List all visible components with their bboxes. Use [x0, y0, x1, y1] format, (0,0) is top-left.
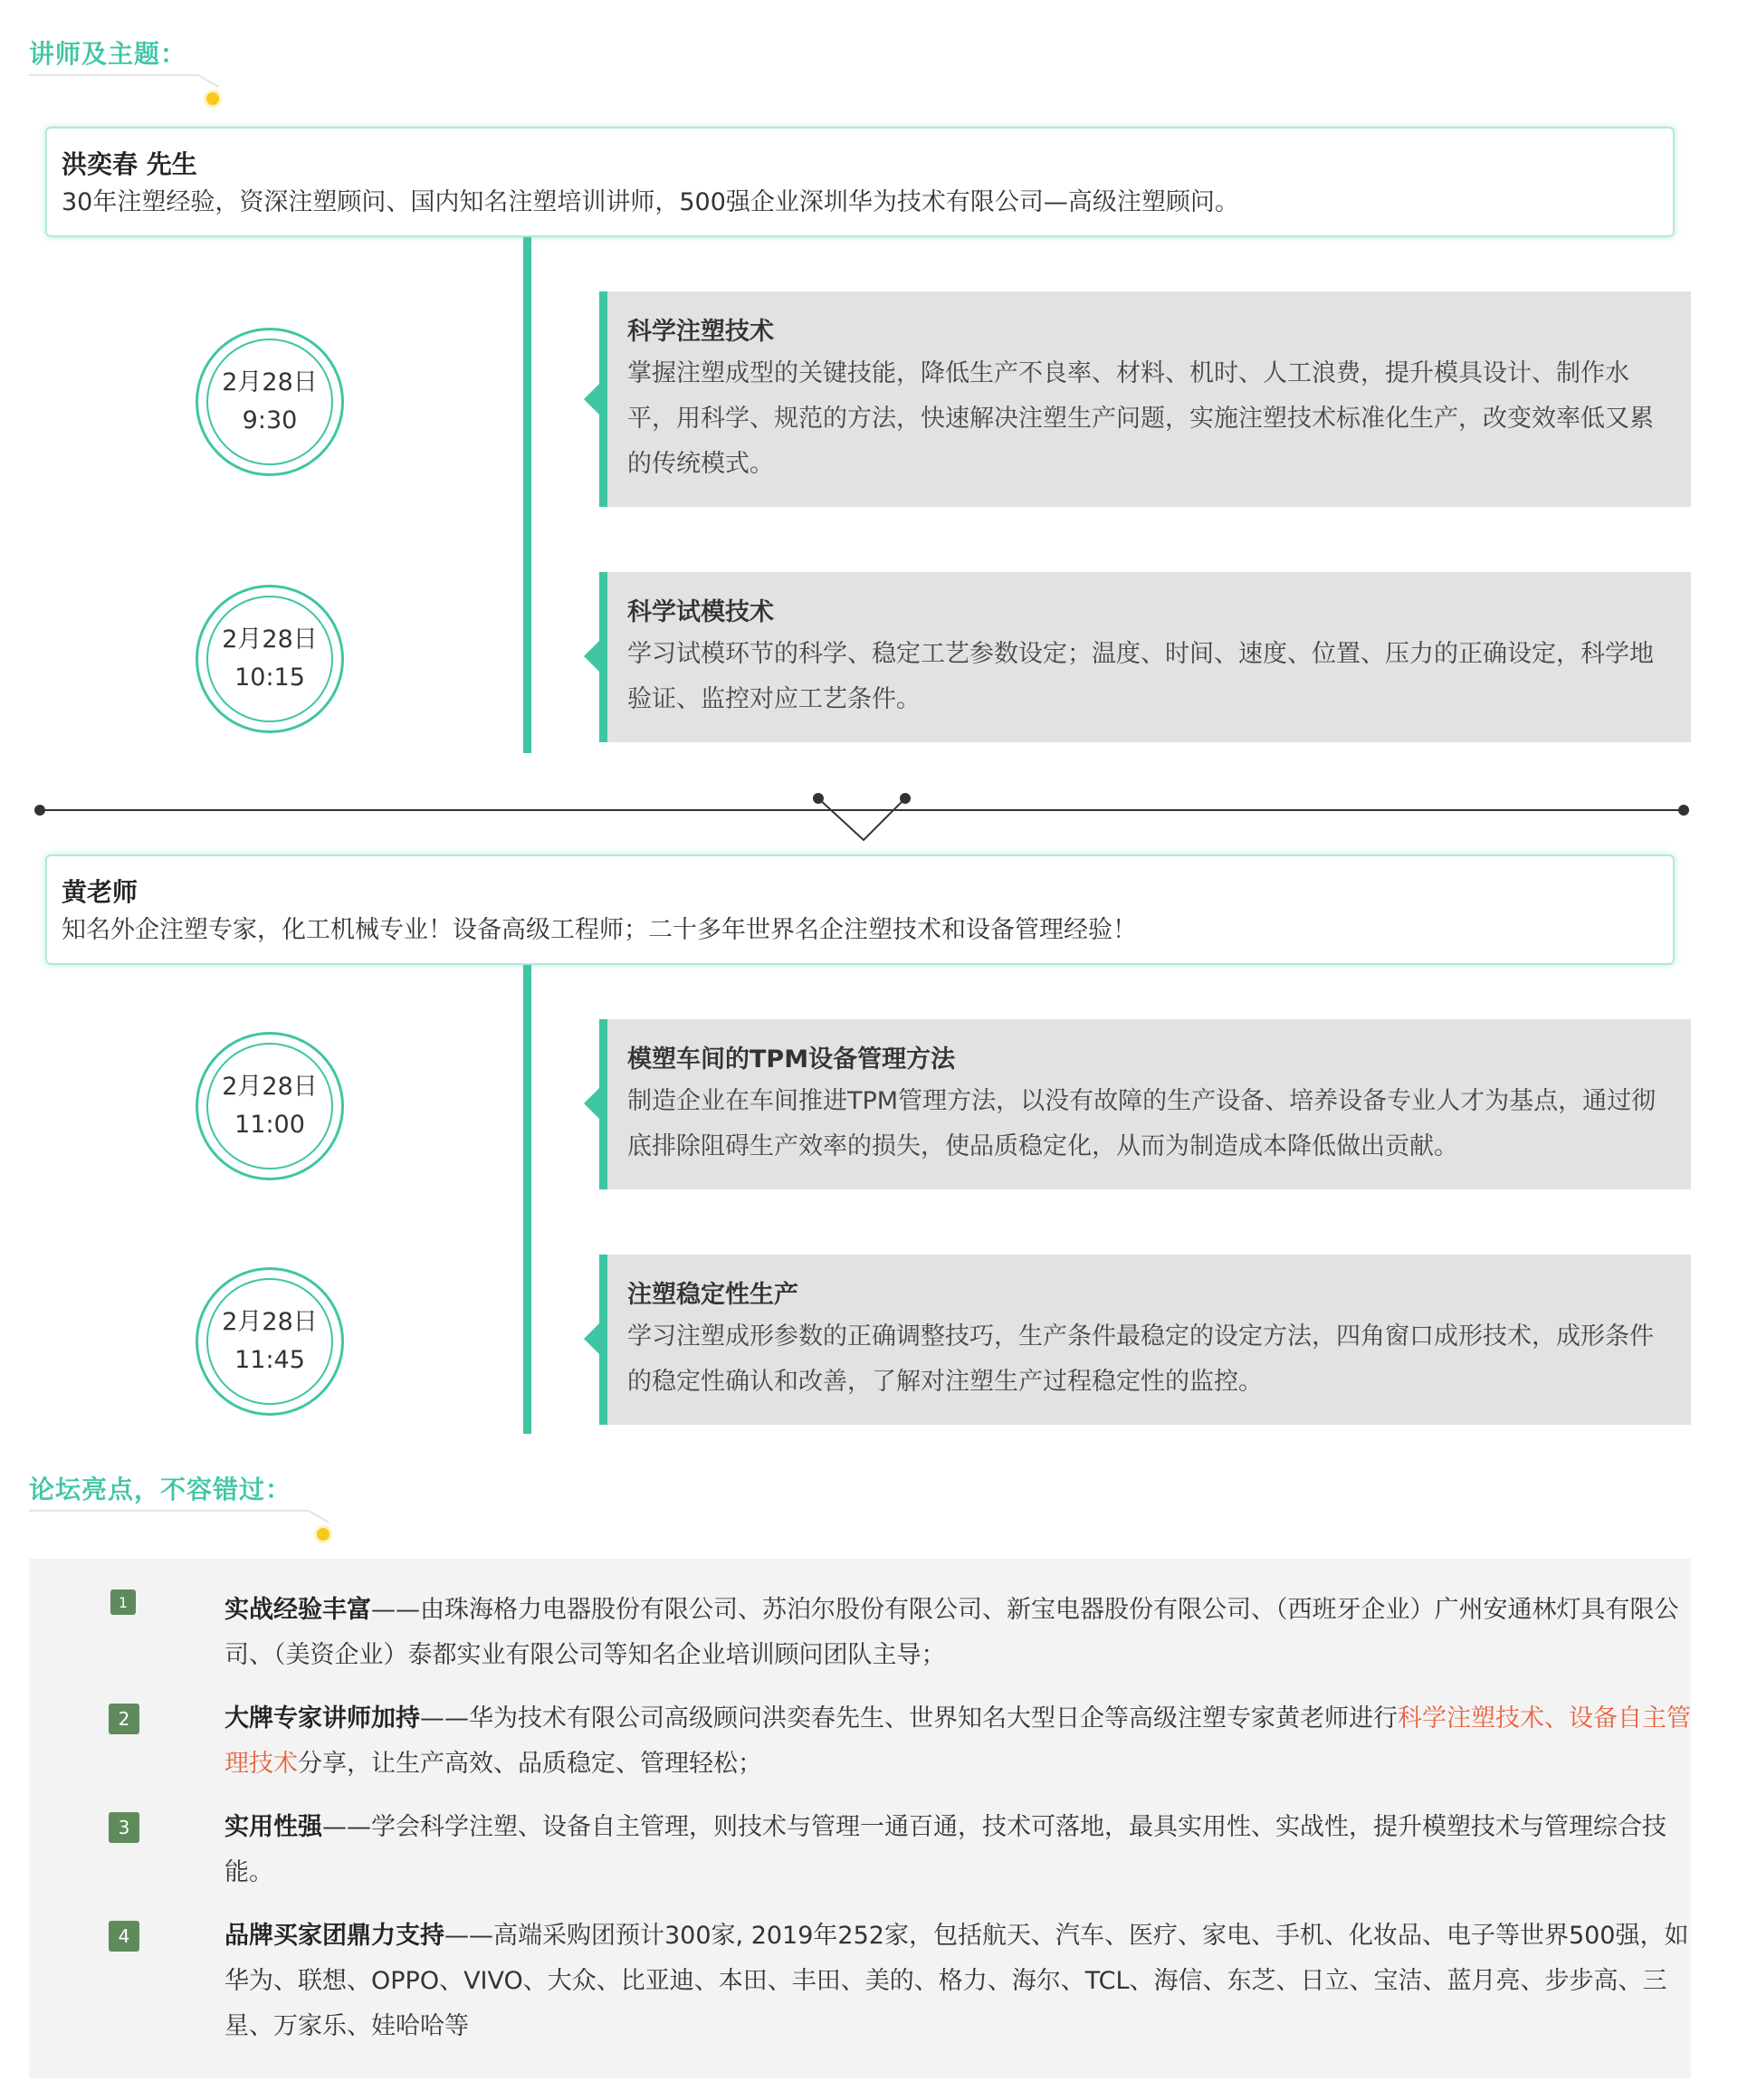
- topic-arrow-icon: [584, 1323, 599, 1354]
- title-dot-icon: [204, 90, 222, 108]
- title-underline-slant: [309, 1510, 330, 1523]
- highlight-text: [224, 1805, 1698, 1895]
- highlight-heading: 大牌专家讲师加持: [224, 1704, 420, 1732]
- title-dot-icon: [314, 1525, 332, 1543]
- topic-title: 科学试模技术: [627, 598, 774, 626]
- time-circle: [196, 585, 344, 733]
- topic-title: 科学注塑技术: [627, 318, 774, 346]
- title-underline-slant: [198, 74, 220, 88]
- divider-chevron-icon: [806, 789, 916, 844]
- section-title-speakers: 讲师及主题：: [29, 39, 187, 69]
- divider-dot: [1678, 805, 1689, 816]
- time-circle: [196, 1267, 344, 1416]
- topic-arrow-icon: [584, 1088, 599, 1119]
- topic-card: [599, 572, 1691, 742]
- highlight-body: ——高端采购团预计300家, 2019年252家，包括航天、汽车、医疗、家电、手机、化妆品、电子等世界500强，如华为、联想、OPPO、VIVO、大众、比亚迪、本田、丰田、美的、格力、海尔、TCL、海信、东芝、日立、宝洁、蓝月亮、步步高、三星、万家乐、娃哈哈等: [224, 1922, 1689, 2040]
- highlights-panel: [29, 1559, 1691, 2078]
- speaker-name: 黄老师: [62, 877, 138, 907]
- speaker-card-2: [45, 854, 1675, 965]
- topic-arrow-icon: [584, 384, 599, 415]
- number-badge: 4: [109, 1921, 139, 1952]
- number-badge: 2: [109, 1704, 139, 1734]
- speaker-description: 知名外企注塑专家，化工机械专业！设备高级工程师；二十多年世界名企注塑技术和设备管理经验！: [62, 916, 1137, 944]
- topic-description: 掌握注塑成型的关键技能，降低生产不良率、材料、机时、人工浪费，提升模具设计、制作水平，用科学、规范的方法，快速解决注塑生产问题，实施注塑技术标准化生产，改变效率低又累的传统模式。: [627, 359, 1654, 478]
- highlight-body: ——华为技术有限公司高级顾问洪奕春先生、世界知名大型日企等高级注塑专家黄老师进行: [420, 1704, 1398, 1732]
- highlight-body-tail: 分享，让生产高效、品质稳定、管理轻松；: [298, 1750, 762, 1778]
- topic-description: 学习试模环节的科学、稳定工艺参数设定；温度、时间、速度、位置、压力的正确设定，科学地验证、监控对应工艺条件。: [627, 640, 1654, 713]
- topic-title: 模塑车间的TPM设备管理方法: [627, 1045, 956, 1074]
- session-time: 9:30: [242, 406, 298, 434]
- time-circle: [196, 1032, 344, 1180]
- topic-card: [599, 1019, 1691, 1189]
- divider-dot: [34, 805, 45, 816]
- title-underline: [29, 74, 199, 76]
- highlight-text: [224, 1588, 1698, 1678]
- section-title-highlights: 论坛亮点，不容错过：: [29, 1475, 292, 1504]
- session-date: 2月28日: [222, 1073, 318, 1101]
- highlight-heading: 实战经验丰富: [224, 1596, 371, 1624]
- topic-card: [599, 1255, 1691, 1425]
- topic-arrow-icon: [584, 641, 599, 672]
- speaker-card-1: [45, 127, 1675, 237]
- session-date: 2月28日: [222, 625, 318, 654]
- speaker-name: 洪奕春 先生: [62, 149, 197, 179]
- highlight-heading: 实用性强: [224, 1813, 322, 1841]
- title-underline: [29, 1510, 310, 1512]
- session-date: 2月28日: [222, 1308, 318, 1336]
- session-date: 2月28日: [222, 368, 318, 396]
- highlight-body: ——由珠海格力电器股份有限公司、苏泊尔股份有限公司、新宝电器股份有限公司、（西班牙企业）广州安通林灯具有限公司、（美资企业）泰都实业有限公司等知名企业培训顾问团队主导；: [224, 1596, 1679, 1669]
- number-badge: 3: [109, 1812, 139, 1843]
- highlight-text: [224, 1914, 1698, 2049]
- topic-description: 制造企业在车间推进TPM管理方法，以没有故障的生产设备、培养设备专业人才为基点，通过彻底排除阻碍生产效率的损失，使品质稳定化，从而为制造成本降低做出贡献。: [627, 1087, 1657, 1160]
- highlight-heading: 品牌买家团鼎力支持: [224, 1922, 444, 1950]
- topic-title: 注塑稳定性生产: [627, 1281, 798, 1309]
- highlight-text: [224, 1696, 1698, 1787]
- session-time: 11:45: [234, 1346, 305, 1374]
- topic-description: 学习注塑成形参数的正确调整技巧，生产条件最稳定的设定方法，四角窗口成形技术，成形条件的稳定性确认和改善，了解对注塑生产过程稳定性的监控。: [627, 1322, 1654, 1396]
- speaker-description: 30年注塑经验，资深注塑顾问、国内知名注塑培训讲师，500强企业深圳华为技术有限公司—高级注塑顾问。: [62, 188, 1239, 216]
- session-time: 11:00: [234, 1111, 305, 1139]
- timeline-line: [523, 237, 531, 753]
- highlight-body: ——学会科学注塑、设备自主管理，则技术与管理一通百通，技术可落地，最具实用性、实战性，提升模塑技术与管理综合技能。: [224, 1813, 1666, 1886]
- timeline-line: [523, 965, 531, 1434]
- topic-card: [599, 291, 1691, 507]
- number-badge: 1: [110, 1589, 136, 1615]
- time-circle: [196, 328, 344, 476]
- highlight-emphasis: 科学注塑技术、设备自主管理技术: [224, 1704, 1691, 1778]
- session-time: 10:15: [234, 663, 305, 692]
